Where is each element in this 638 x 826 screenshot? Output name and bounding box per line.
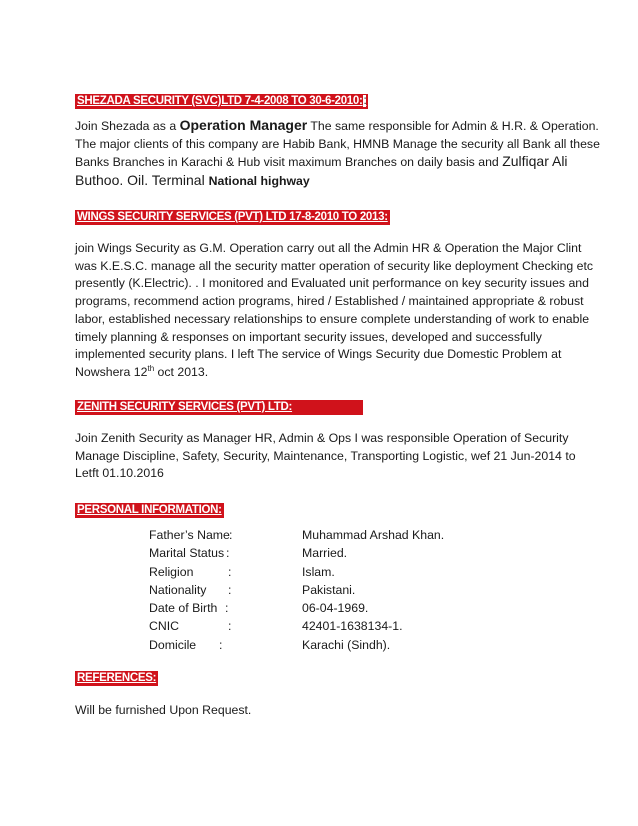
- info-row: [149, 563, 569, 581]
- zenith-heading-text: ZENITH SECURITY SERVICES (PVT) LTD:: [77, 401, 293, 413]
- info-label: Religion: [149, 564, 194, 579]
- shezada-line1-pre: Join Shezada as a: [75, 119, 180, 133]
- zenith-line-1: Join Zenith Security as Manager HR, Admin & Ops I was responsible Operation of Security: [75, 431, 569, 445]
- info-value: 06-04-1969.: [302, 601, 369, 616]
- info-value: Pakistani.: [302, 582, 356, 597]
- info-value: Married.: [302, 546, 348, 561]
- info-row: [149, 599, 569, 617]
- personal-heading: [75, 503, 224, 518]
- info-row: [149, 544, 569, 562]
- references-paragraph: [75, 702, 563, 720]
- shezada-heading-text: SHEZADA SECURITY (SVC)LTD 7-4-2008 TO 30-6-2010:: [77, 95, 363, 107]
- info-value: Karachi (Sindh).: [302, 637, 391, 652]
- wings-heading: [75, 210, 390, 225]
- personal-heading-text: PERSONAL INFORMATION:: [77, 504, 222, 516]
- info-row: [149, 617, 569, 635]
- shezada-line4-pre: Buthoo. Oil. Terminal: [75, 172, 209, 189]
- shezada-line-3: [75, 153, 568, 172]
- info-label: Nationality: [149, 582, 207, 597]
- shezada-line-4: [75, 172, 563, 191]
- shezada-role: Operation Manager: [179, 117, 308, 133]
- wings-line-8: [75, 364, 563, 382]
- info-colon: :: [228, 619, 232, 634]
- wings-last-pre: Nowshera 12: [75, 364, 148, 379]
- wings-line-7: implemented security plans. I left The service of Wings Security due Domestic Problem at: [75, 347, 562, 362]
- shezada-line4-bold: National highway: [208, 174, 310, 189]
- info-colon: :: [228, 564, 232, 579]
- zenith-paragraph: [75, 430, 576, 483]
- references-heading-text: REFERENCES:: [77, 672, 157, 684]
- zenith-line-2: Manage Discipline, Safety, Security, Maintenance, Transporting Logistic, wef 21 Jun-2014 to: [75, 448, 576, 463]
- references-text: Will be furnished Upon Request.: [75, 703, 252, 717]
- info-label: CNIC: [149, 619, 180, 634]
- info-value: 42401-1638134-1.: [302, 619, 403, 634]
- personal-info-table: [149, 526, 569, 654]
- wings-last-post: oct 2013.: [154, 364, 209, 379]
- info-value: Muhammad Arshad Khan.: [302, 528, 445, 542]
- zenith-line-3: Letft 01.10.2016: [75, 466, 164, 481]
- shezada-heading-tail: :: [363, 95, 367, 107]
- zenith-heading: [75, 400, 363, 415]
- shezada-line3-pre: Banks Branches in Karachi & Hub visit maximum Branches on daily basis and: [75, 155, 503, 170]
- wings-line-6: timely planning & responses on important security issues, developed and successfully: [75, 329, 542, 344]
- info-colon: :: [219, 637, 223, 652]
- wings-paragraph: [75, 240, 594, 382]
- info-colon: :: [228, 582, 232, 597]
- wings-last-sup: th: [147, 363, 155, 373]
- shezada-paragraph: [75, 117, 600, 191]
- info-colon: :: [226, 546, 230, 561]
- info-label: Domicile: [149, 637, 197, 652]
- wings-line-1: join Wings Security as G.M. Operation carry out all the Admin HR & Operation the Major Clint: [75, 241, 582, 255]
- info-colon: :: [225, 601, 229, 616]
- shezada-line-1: [75, 117, 599, 136]
- wings-line-5: labor, established necessary relationships to ensure complete understanding of work to enable: [75, 311, 590, 326]
- info-row: [149, 526, 569, 544]
- info-label: Date of Birth: [149, 601, 218, 616]
- info-row: [149, 581, 569, 599]
- shezada-line3-big: Zulfiqar Ali: [502, 153, 568, 170]
- wings-line-3: presently (K.Electric). . I monitored and Evaluated unit performance on key security issues and: [75, 276, 589, 291]
- shezada-line1-post: The same responsible for Admin & H.R. & Operation.: [307, 119, 599, 133]
- shezada-heading: [75, 94, 368, 109]
- info-colon: :: [229, 528, 233, 542]
- info-label: Marital Status: [149, 546, 225, 561]
- wings-line-2: was K.E.S.C. manage all the security matter operation of security like deployment Checking etc: [75, 258, 594, 273]
- wings-line-4: programs, recommend action programs, hired / Established / maintained appropriate & robust: [75, 294, 584, 309]
- shezada-line-2: The major clients of this company are Habib Bank, HMNB Manage the security all Bank all these: [75, 136, 600, 151]
- wings-heading-text: WINGS SECURITY SERVICES (PVT) LTD 17-8-2010 TO 2013:: [77, 211, 388, 223]
- info-value: Islam.: [302, 564, 335, 579]
- info-label: Father’s Name: [149, 528, 230, 542]
- references-heading: [75, 671, 158, 686]
- info-row: [149, 636, 569, 654]
